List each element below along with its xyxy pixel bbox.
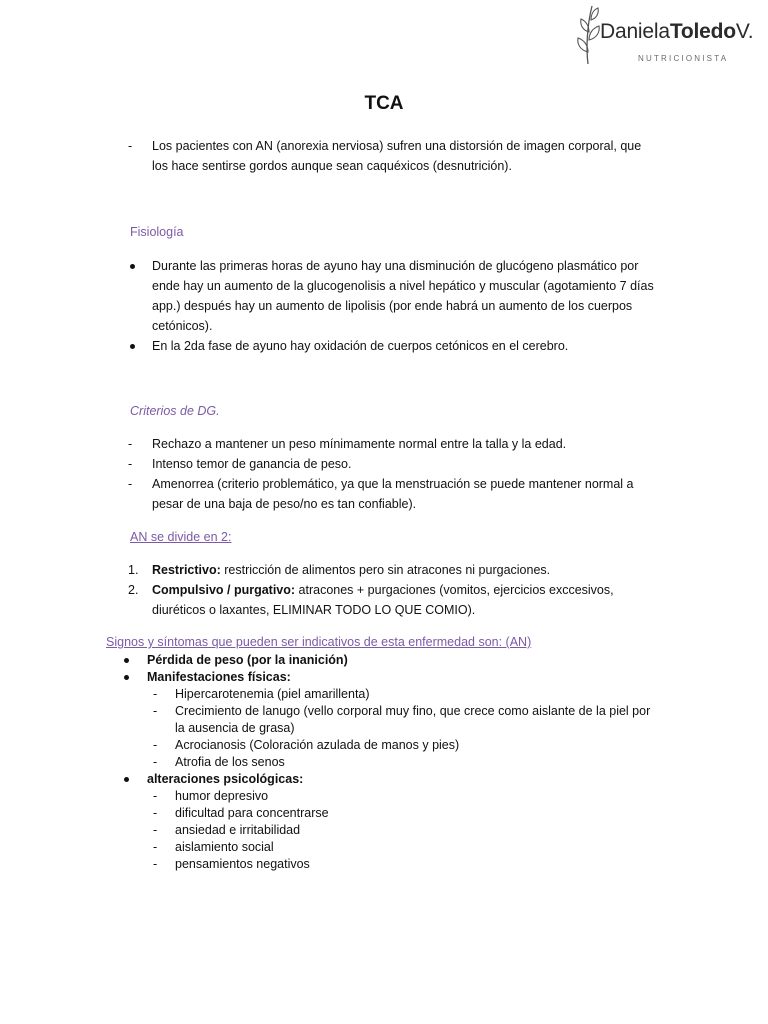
text-line: aislamiento social bbox=[175, 840, 274, 854]
list-number: 1. bbox=[128, 563, 139, 577]
text-line bbox=[152, 560, 672, 580]
text-line: ende hay un aumento de la glucogenolisis a nivel hepático y muscular (agotamiento 7 días bbox=[152, 279, 654, 293]
sub-list bbox=[147, 788, 677, 873]
list-item bbox=[128, 580, 672, 620]
list-item bbox=[152, 256, 672, 336]
item-text: restricción de alimentos pero sin atracones ni purgaciones. bbox=[220, 563, 551, 577]
text-line bbox=[152, 580, 672, 600]
text-line: cetónicos). bbox=[152, 319, 213, 333]
list-item bbox=[147, 771, 677, 788]
text-line: Intenso temor de ganancia de peso. bbox=[152, 457, 352, 471]
signos-list bbox=[147, 652, 677, 873]
bullet-icon bbox=[130, 264, 135, 269]
leaf-branch-icon bbox=[574, 4, 602, 66]
sub-list-item bbox=[153, 754, 677, 771]
intro-paragraph bbox=[128, 136, 672, 176]
text-line: Durante las primeras horas de ayuno hay una disminución de glucógeno plasmático por bbox=[152, 259, 639, 273]
section-heading-criterios: Criterios de DG. bbox=[130, 404, 220, 418]
sub-list-item bbox=[153, 822, 677, 839]
list-marker: - bbox=[128, 437, 133, 451]
sub-list-item bbox=[153, 737, 677, 754]
list-marker: - bbox=[153, 823, 158, 837]
list-item bbox=[128, 136, 672, 176]
section-heading-division: AN se divide en 2: bbox=[130, 530, 232, 544]
text-line: En la 2da fase de ayuno hay oxidación de cuerpos cetónicos en el cerebro. bbox=[152, 339, 569, 353]
fisiologia-list bbox=[152, 256, 672, 356]
list-marker: - bbox=[153, 738, 158, 752]
page-title: TCA bbox=[364, 93, 404, 114]
text-line: alteraciones psicológicas: bbox=[147, 772, 304, 786]
brand-logo bbox=[574, 4, 764, 68]
logo-first-name: Daniela bbox=[600, 20, 670, 43]
sub-list-item bbox=[153, 686, 677, 703]
item-term: Restrictivo: bbox=[152, 563, 221, 577]
list-marker: - bbox=[153, 789, 158, 803]
list-marker: - bbox=[153, 806, 158, 820]
item-text: atracones + purgaciones (vomitos, ejercicios exccesivos, bbox=[295, 583, 614, 597]
list-marker: - bbox=[153, 755, 158, 769]
sub-list-item bbox=[153, 805, 677, 822]
text-line: Crecimiento de lanugo (vello corporal muy fino, que crece como aislante de la piel por bbox=[175, 704, 651, 718]
list-marker: - bbox=[128, 457, 133, 471]
text-line: Acrocianosis (Coloración azulada de manos y pies) bbox=[175, 738, 460, 752]
bullet-icon bbox=[124, 675, 129, 680]
text-line: Hipercarotenemia (piel amarillenta) bbox=[175, 687, 370, 701]
text-line: ansiedad e irritabilidad bbox=[175, 823, 301, 837]
bullet-icon bbox=[124, 658, 129, 663]
criterios-list bbox=[128, 434, 672, 514]
sub-list-item bbox=[153, 788, 677, 805]
text-line: los hace sentirse gordos aunque sean caquéxicos (desnutrición). bbox=[152, 159, 512, 173]
list-item bbox=[128, 560, 672, 580]
list-item bbox=[128, 434, 672, 454]
text-line: Manifestaciones físicas: bbox=[147, 670, 291, 684]
text-line: Amenorrea (criterio problemático, ya que la menstruación se puede mantener normal a bbox=[152, 477, 634, 491]
list-item bbox=[147, 669, 677, 686]
list-marker: - bbox=[128, 139, 133, 153]
text-line: humor depresivo bbox=[175, 789, 269, 803]
list-marker: - bbox=[153, 857, 158, 871]
bullet-icon bbox=[130, 344, 135, 349]
logo-wordmark bbox=[600, 22, 753, 42]
bullet-icon bbox=[124, 777, 129, 782]
sub-list-item bbox=[153, 703, 677, 737]
list-item bbox=[147, 652, 677, 669]
division-list bbox=[128, 560, 672, 620]
sub-list bbox=[147, 686, 677, 771]
text-line: Atrofia de los senos bbox=[175, 755, 285, 769]
logo-last-name: Toledo bbox=[669, 20, 736, 43]
text-line: dificultad para concentrarse bbox=[175, 806, 329, 820]
list-item bbox=[152, 336, 672, 356]
sub-list-item bbox=[153, 856, 677, 873]
text-line: pesar de una baja de peso/no es tan confiable). bbox=[152, 497, 417, 511]
list-item bbox=[128, 474, 672, 514]
section-heading-signos: Signos y síntomas que pueden ser indicativos de esta enfermedad son: (AN) bbox=[106, 635, 532, 649]
list-marker: - bbox=[153, 704, 158, 718]
sub-list-item bbox=[153, 839, 677, 856]
text-line: Pérdida de peso (por la inanición) bbox=[147, 653, 348, 667]
list-marker: - bbox=[153, 840, 158, 854]
text-line: pensamientos negativos bbox=[175, 857, 310, 871]
logo-subtitle: NUTRICIONISTA bbox=[638, 54, 729, 63]
text-line: la ausencia de grasa) bbox=[175, 721, 295, 735]
list-item bbox=[128, 454, 672, 474]
text-line: Rechazo a mantener un peso mínimamente normal entre la talla y la edad. bbox=[152, 437, 567, 451]
list-marker: - bbox=[128, 477, 133, 491]
list-marker: - bbox=[153, 687, 158, 701]
section-heading-fisiologia: Fisiología bbox=[130, 225, 184, 239]
list-number: 2. bbox=[128, 583, 139, 597]
text-line: app.) después hay un aumento de lipolisis (por ende habrá un aumento de los cuerpos bbox=[152, 299, 633, 313]
logo-initial: V. bbox=[735, 20, 754, 43]
item-term: Compulsivo / purgativo: bbox=[152, 583, 296, 597]
text-line: Los pacientes con AN (anorexia nerviosa) sufren una distorsión de imagen corporal, que bbox=[152, 139, 642, 153]
text-line: diuréticos o laxantes, ELIMINAR TODO LO QUE COMIO). bbox=[152, 603, 476, 617]
